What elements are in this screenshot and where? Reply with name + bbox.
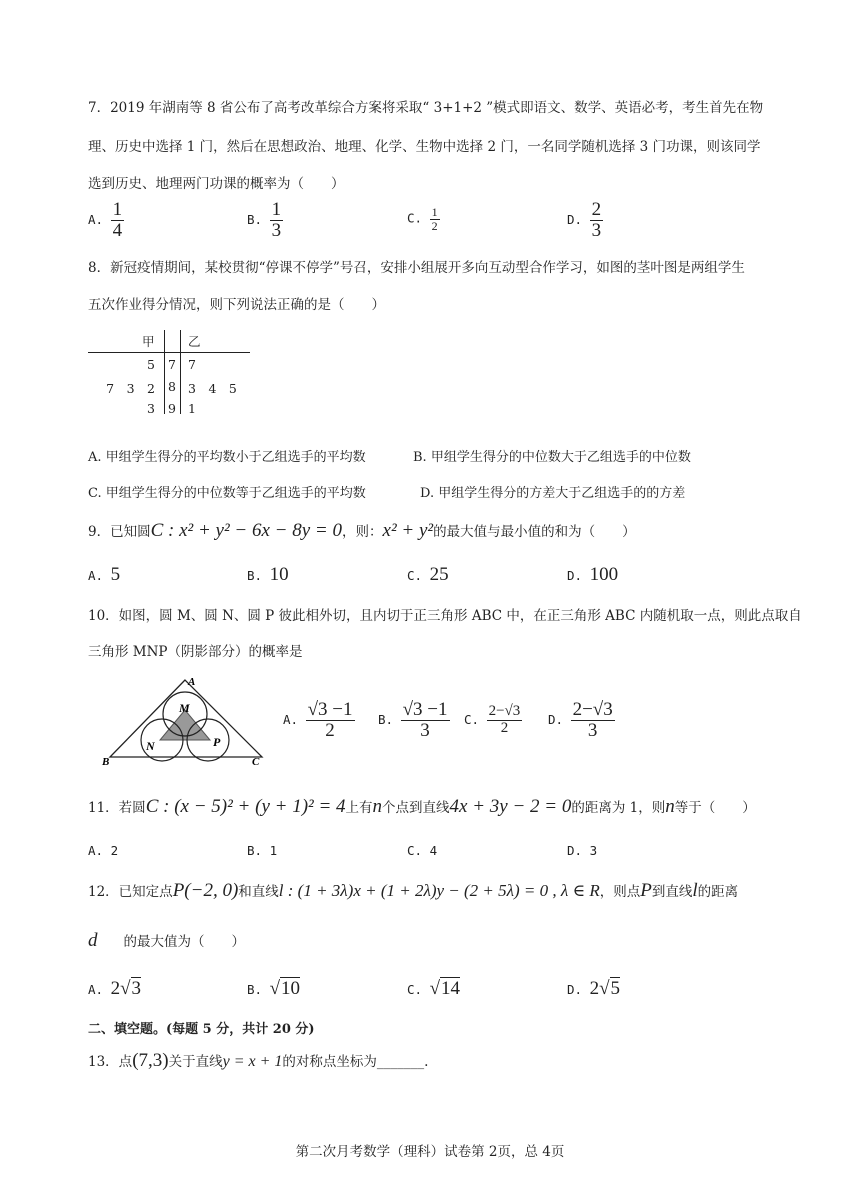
q8-line1: 8．新冠疫情期间，某校贯彻“停课不停学”号召，安排小组展开多向互动型合作学习，如图的茎叶图是两组学生 (88, 260, 745, 276)
q8-line2: 五次作业得分情况，则下列说法正确的是（ ） (88, 297, 385, 313)
q11-stem (88, 796, 756, 818)
q11-option-c: C. 4 (407, 843, 438, 858)
q13-suffix: 的对称点坐标为_______. (282, 1054, 429, 1070)
q10-option-b: B. $\frac{√3 -1}{3}$ (378, 699, 448, 741)
q13-line-equation: y = x + 1 (222, 1053, 283, 1070)
q7-line2: 理、历史中选择 1 门，然后在思想政治、地理、化学、生物中选择 2 门，一名同学随机选择 3 门功课，则该同学 (88, 139, 761, 155)
q12-option-b: B. √10 (247, 978, 301, 999)
q10-option-c: C. $\frac{2-√3}{2}$ (464, 703, 521, 736)
q7-line1: 7．2019 年湖南等 8 省公布了高考改革综合方案将采取“ 3+1+2 ”模式即语文、数学、英语必考，考生首先在物 (88, 100, 764, 116)
q9-prefix: 9．已知圆 (88, 524, 151, 540)
q9-option-c: C. 25 (407, 564, 449, 585)
q9-circle-equation: C : x² + y² − 6x − 8y = 0 (150, 520, 343, 541)
q10-line1: 10．如图，圆 M、圆 N、圆 P 彼此相外切，且内切于正三角形 ABC 中，在正三角形 ABC 内随机取一点，则此点取自 (88, 608, 802, 624)
q12-text: 的距离 (697, 884, 739, 900)
label-m: M (179, 701, 190, 715)
label-b: B (102, 756, 110, 768)
q8-option-b: B. 甲组学生得分的中位数大于乙组选手的中位数 (413, 450, 691, 465)
triangle-circles-figure (100, 672, 270, 772)
q8-option-a: A. 甲组学生得分的平均数小于乙组选手的平均数 (88, 450, 366, 465)
q12-line2 (88, 930, 245, 952)
q7-line3: 选到历史、地理两门功课的概率为（ ） (88, 176, 345, 192)
plot-right-leaves: 1 (188, 401, 196, 416)
q13-stem (88, 1050, 428, 1072)
section-title-fill-in: 二、填空题。(每题 5 分，共计 20 分) (88, 1022, 315, 1037)
q11-var-n: n (665, 796, 675, 817)
q11-text: 的距离为 1，则 (571, 800, 666, 816)
q8-option-d: D. 甲组学生得分的方差大于乙组选手的的方差 (420, 486, 686, 501)
stem-leaf-plot (88, 330, 253, 415)
q7-option-a: A. $\frac{1}{4}$ (88, 199, 123, 241)
q12-var-d: d (88, 930, 98, 951)
q11-line-equation: 4x + 3y − 2 = 0 (449, 796, 572, 817)
plot-header-yi: 乙 (188, 334, 201, 349)
q7-option-b: B. $\frac{1}{3}$ (247, 199, 282, 241)
q12-text: ，则点 (599, 884, 641, 900)
q9-middle: ，则： (342, 524, 383, 540)
q12-option-d: D. 2√5 (567, 978, 621, 999)
q11-var-n: n (372, 796, 383, 817)
plot-horizontal-rule (88, 352, 250, 353)
q13-point: (7,3) (132, 1050, 169, 1071)
q10-option-d: D. $\frac{2-√3}{3}$ (548, 699, 613, 741)
plot-header-jia: 甲 (142, 334, 155, 349)
q11-prefix: 11．若圆 (88, 800, 146, 816)
plot-right-leaves: 7 (188, 357, 196, 372)
q12-point: P(−2, 0) (172, 880, 239, 901)
q10-option-a: A. $\frac{√3 -1}{2}$ (283, 699, 353, 741)
plot-stem: 9 (168, 401, 176, 416)
q12-line2-text: 的最大值为（ ） (123, 934, 245, 950)
q8-option-c: C. 甲组学生得分的中位数等于乙组选手的平均数 (88, 486, 366, 501)
q7-option-c: C. $\frac{1}{2}$ (407, 205, 438, 233)
q12-line-equation: l : (1 + 3λ)x + (1 + 2λ)y − (2 + 5λ) = 0 , λ ∈ R (278, 881, 600, 900)
q12-var-l: l (692, 880, 698, 901)
q7-option-d: D. $\frac{2}{3}$ (567, 199, 602, 241)
q12-stem (88, 880, 738, 902)
q12-var-p: P (640, 880, 652, 901)
q11-circle-equation: C : (x − 5)² + (y + 1)² = 4 (145, 796, 346, 817)
label-c: C (252, 756, 260, 768)
q11-text: 上有 (345, 800, 373, 816)
q11-option-a: A. 2 (88, 843, 119, 858)
q9-expression: x² + y² (382, 520, 434, 541)
plot-left-leaves: 7 3 2 (106, 381, 155, 396)
q12-text: 和直线 (238, 884, 279, 900)
q11-suffix: 等于（ ） (674, 800, 756, 816)
q12-option-a: A. 2√3 (88, 978, 142, 999)
q13-prefix: 13．点 (88, 1054, 133, 1070)
q9-stem (88, 520, 636, 542)
q9-option-a: A. 5 (88, 564, 121, 585)
plot-left-leaves: 3 (147, 401, 155, 416)
plot-stem: 7 (168, 357, 176, 372)
q10-line2: 三角形 MNP（阴影部分）的概率是 (88, 644, 303, 660)
plot-left-leaves: 5 (147, 357, 155, 372)
q11-option-d: D. 3 (567, 843, 598, 858)
plot-divider-right (180, 330, 181, 414)
page-footer: 第二次月考数学（理科）试卷第 2页，总 4页 (295, 1144, 565, 1160)
q12-text: 到直线 (651, 884, 693, 900)
plot-stem: 8 (168, 379, 176, 394)
q12-option-c: C. √14 (407, 978, 461, 999)
q11-option-b: B. 1 (247, 843, 278, 858)
label-n: N (146, 739, 155, 753)
q12-prefix: 12．已知定点 (88, 884, 173, 900)
plot-divider-left (164, 330, 165, 414)
q9-option-d: D. 100 (567, 564, 619, 585)
q11-text: 个点到直线 (382, 800, 450, 816)
q9-suffix: 的最大值与最小值的和为（ ） (433, 524, 636, 540)
plot-right-leaves: 3 4 5 (188, 381, 237, 396)
q13-text: 关于直线 (168, 1054, 223, 1070)
label-p: P (213, 735, 221, 749)
label-a: A (188, 676, 196, 688)
q9-option-b: B. 10 (247, 564, 289, 585)
